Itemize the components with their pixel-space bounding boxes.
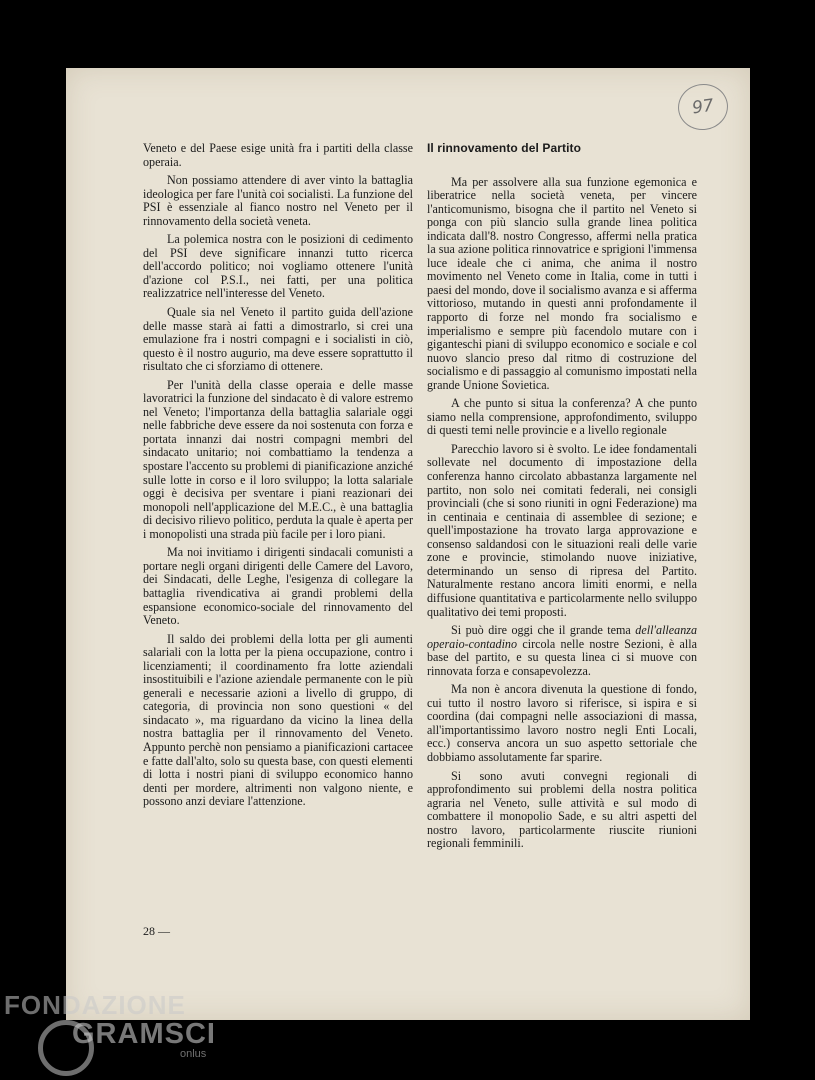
paragraph: Il saldo dei problemi della lotta per gli aumenti salariali con la lotta per la piena occupazione, contro i licenziamenti; il coordinamento fra lotte aziendali insostituibili e l'azione aziendale permanente con le più generali e necessarie azioni a livello di gruppo, di categoria, di provincia non sono questioni « del sindacato », ma riguardano da vicino la linea della nostra battaglia per il rinnovamento del Veneto. Appunto perchè non pensiamo a pianificazioni cartacee e fatte dall'alto, solo su questa base, con questi elementi di lotta i nostri piani di sviluppo economico hanno denti per mordere, altrimenti non valgono niente, e possono anzi deviare l'attenzione. [143,631,413,809]
alliance-paragraph [427,624,697,678]
fondazione-gramsci-watermark [4,990,224,1075]
watermark-line-1: FONDAZIONE [4,990,186,1020]
paragraph: Quale sia nel Veneto il partito guida dell'azione delle masse starà ai fatti a dimostrarlo, si crei una emulazione fra i nostri compagni e i socialisti in ciò, questo è il nostro augurio, ma deve essere soprattutto il risultato che ci sforziamo di ottenere. [143,305,413,374]
page-folio: 28 — [143,924,170,938]
alliance-emphasis: dell'alleanza operaio-contadino [427,623,697,651]
paragraph: A che punto si situa la conferenza? A che punto siamo nella comprensione, approfondimento, sviluppo di questi temi nelle provincie e a livello regionale [427,396,697,438]
right-text-column [427,142,697,856]
watermark-line-3: onlus [180,1048,207,1060]
handwritten-page-number-text: 97 [690,95,716,119]
alliance-text-after: circola nelle nostre Sezioni, è alla base del partito, e su questa linea ci si muove con rinnovata forza e consapevolezza. [427,636,697,678]
watermark-line-2: GRAMSCI [72,1018,216,1050]
alliance-text-before: Si può dire oggi che il grande tema [451,623,636,638]
paragraph: Per l'unità della classe operaia e delle masse lavoratrici la funzione del sindacato è di valore estremo nel Veneto; l'importanza della battaglia salariale oggi nelle fabbriche deve essere da noi sostenuta con forza e portata innanzi dai nostri compagni membri del sindacato unitario; noi combattiamo la tendenza a spostare l'accento su problemi di pianificazione anziché sulle lotte in corso e il loro sviluppo; la lotta salariale oggi è decisiva per sventare i piani reazionari dei monopoli nell'applicazione del M.E.C., è una battaglia di decisivo rilievo politico, perduta la quale è aperta per i monopolisti una strada più facile per i loro piani. [143,377,413,541]
paragraph: Ma noi invitiamo i dirigenti sindacali comunisti a portare negli organi dirigenti delle Camere del Lavoro, dei Sindacati, delle Leghe, l'esigenza di collegare la battaglia rivendicativa ai grandi problemi della espansione economico-sociale del rinnovamento del Veneto. [143,545,413,628]
paragraph: Ma non è ancora divenuta la questione di fondo, cui tutto il nostro lavoro si riferisce, si ispira e si coordina (dai compagni nelle associazioni di massa, all'importantissimo lavoro nostro negli Enti Locali, ecc.) conserva ancora un suo aspetto settoriale che dobbiamo assolutamente far sparire. [427,682,697,764]
paragraph: Non possiamo attendere di aver vinto la battaglia ideologica per fare l'unità coi socialisti. La funzione del PSI è essenziale al fianco nostro nel Veneto per il rinnovamento della società veneta. [143,173,413,228]
section-heading: Il rinnovamento del Partito [427,141,582,155]
left-text-column [143,142,413,814]
paragraph: Parecchio lavoro si è svolto. Le idee fondamentali sollevate nel documento di impostazione della conferenza hanno circolato abbastanza largamente nel partito, non solo nei comitati federali, nei consigli provinciali (che si sono riuniti in ogni Federazione) ma in centinaia e centinaia di assemblee di sezione; e quell'impostazione ha trovato larga approvazione e consenso saldandosi con le situazioni reali delle varie zone e provincie, stimolando nuove iniziative, determinando un senso di ripresa del Partito. Naturalmente restano ancora limiti enormi, e nella diffusione quantitativa e particolarmente nello sviluppo qualitativo dei temi proposti. [427,441,697,619]
paragraph: Ma per assolvere alla sua funzione egemonica e liberatrice nella società veneta, per vincere l'anticomunismo, bisogna che il partito nel Veneto si ponga con più slancio sulla grande linea politica indicata dall'8. nostro Congresso, affermi nella pratica la sua azione politica rinnovatrice e sprigioni l'immensa luce ideale che ci anima, che anima il nostro movimento nel Veneto come in Italia, come in tutti i paesi del mondo, dove il socialismo avanza e si afferma vittorioso, mutando in questi anni profondamente il rapporto di forze nel mondo fra socialismo e imperialismo e sempre più facendolo mutare con i giganteschi piani di sviluppo economico e sociale e col nuovo slancio preso dal ritmo di costruzione del socialismo e di passaggio al comunismo impostati nella grande Unione Sovietica. [427,174,697,392]
paragraph: Veneto e del Paese esige unità fra i partiti della classe operaia. [143,141,413,169]
paragraph: La polemica nostra con le posizioni di cedimento del PSI deve significare innanzi tutto ricerca dell'accordo politico; noi vogliamo ottenere l'unità d'azione col P.S.I., nei fatti, per una politica realizzatrice nell'interesse del Veneto. [143,232,413,301]
paragraph: Si sono avuti convegni regionali di approfondimento sui problemi della nostra politica agraria nel Veneto, sulle attività e sul modo di combattere il monopolio Sade, e su altri aspetti del nostro lavoro, particolarmente riuscite riunioni regionali femminili. [427,768,697,851]
